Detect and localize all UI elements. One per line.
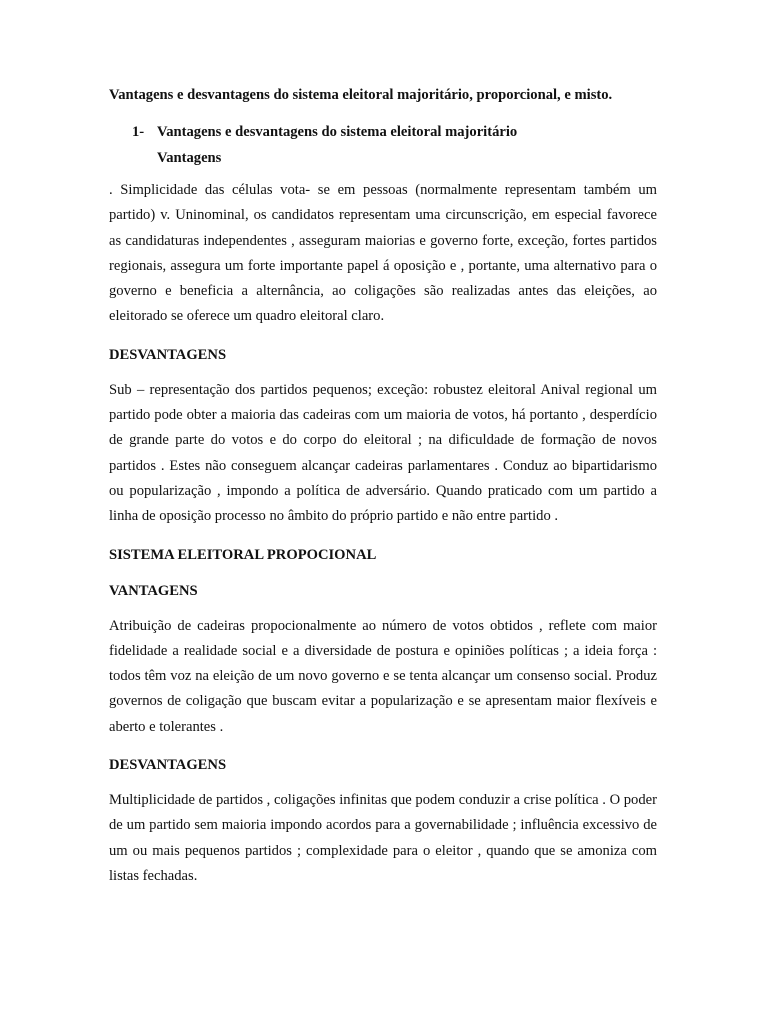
section-1-vantagens-heading: Vantagens	[157, 150, 222, 166]
section-1-desvantagens-paragraph: Sub – representação dos partidos pequenos; exceção: robustez eleitoral Anival regional um partido pode obter a maioria das cadeiras com um maioria de votos, há portanto , desperdício de grande parte do votos e do corpo do eleitoral ; na dificuldade de formação de novos partidos . Estes não conseguem alcançar cadeiras parlamentares . Conduz ao bipartidarismo ou popularização , impondo a política de adversário. Quando praticado com um partido a linha de oposição processo no âmbito do próprio partido e não entre partido .	[109, 381, 657, 525]
section-2-desvantagens-paragraph: Multiplicidade de partidos , coligações infinitas que podem conduzir a crise política . O poder de um partido sem maioria impondo acordos para a governabilidade ; influência excessivo de um ou mais pequenos partidos ; complexidade para o eleitor , quando que se amoniza com listas fechadas.	[109, 792, 657, 884]
section-1-heading	[109, 120, 657, 145]
document-content	[109, 84, 657, 889]
section-1-title: Vantagens e desvantagens do sistema eleitoral majoritário	[157, 124, 518, 140]
section-2-vantagens-heading: VANTAGENS	[109, 582, 198, 599]
section-2-vantagens-paragraph: Atribuição de cadeiras propocionalmente ao número de votos obtidos , reflete com maior fidelidade a realidade social e a diversidade de postura e opiniões políticas ; a ideia força : todos têm voz na eleição de um novo governo e se tenta alcançar um consenso social. Produz governos de coligação que buscam evitar a popularização e se apresentam maior flexíveis e aberto e tolerantes .	[109, 617, 657, 735]
section-1-number: 1-	[132, 124, 145, 140]
section-2-desvantagens-heading: DESVANTAGENS	[109, 757, 227, 774]
section-1-vantagens-paragraph: . Simplicidade das células vota- se em pessoas (normalmente representam também um partido) v. Uninominal, os candidatos representam uma circunscrição, em especial favorece as candidaturas independentes , asseguram maiorias e governo forte, exceção, fortes partidos regionais, assegura um forte importante papel á oposição e , portante, uma alternativo para o governo e beneficia a alternância, ao coligações são realizadas antes das eleições, ao eleitorado se oferece um quadro eleitoral claro.	[109, 182, 657, 325]
section-2-heading: SISTEMA ELEITORAL PROPOCIONAL	[109, 546, 377, 563]
document-title: Vantagens e desvantagens do sistema eleitoral majoritário, proporcional, e misto.	[109, 87, 613, 103]
section-1-desvantagens-heading: DESVANTAGENS	[109, 346, 227, 363]
